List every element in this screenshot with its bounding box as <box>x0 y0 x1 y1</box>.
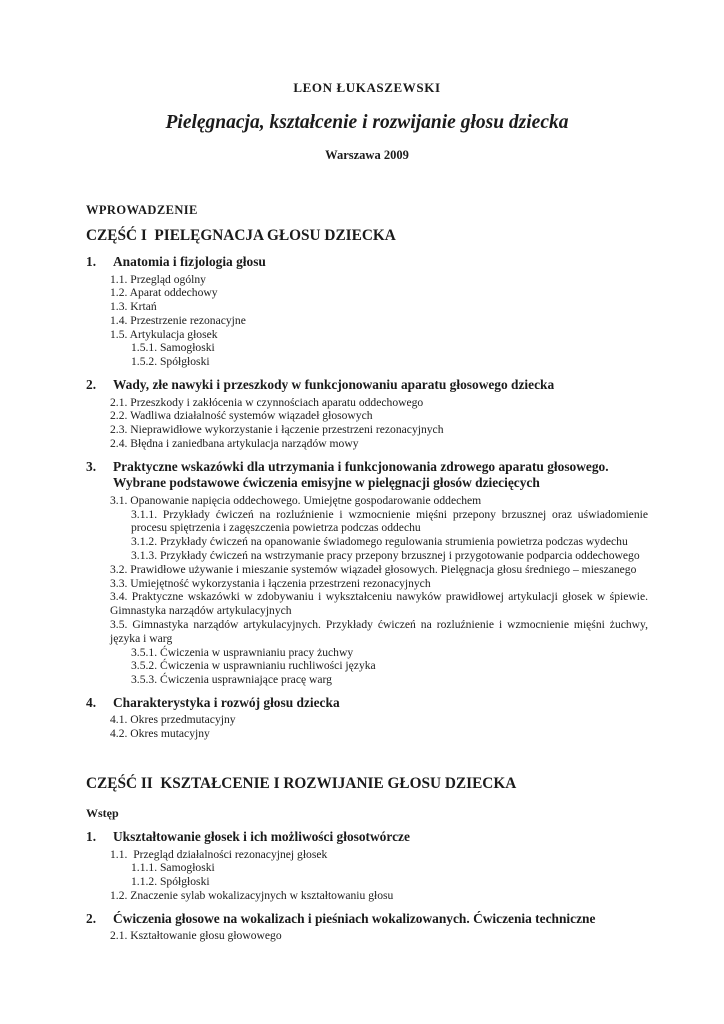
toc-item: 3.5.3. Ćwiczenia usprawniające pracę warg <box>131 673 332 687</box>
toc-item: 3.4. Praktyczne wskazówki w zdobywaniu i wykształceniu nawyków prawidłowej artykulacji głosek w śpiewie. Gimnastyka narządów artykulacyjnych <box>110 590 651 618</box>
intro-heading: WPROWADZENIE <box>86 203 198 217</box>
toc-item: 3.1.1. Przykłady ćwiczeń na rozluźnienie i wzmocnienie mięśni przepony brzusznej oraz uświadomienie procesu spiętrzenia i zagęszczenia powietrza podczas oddechu <box>131 507 651 535</box>
section-title-text: Praktyczne wskazówki dla utrzymania i funkcjonowania zdrowego aparatu głosowego. <box>113 458 609 474</box>
section-title <box>86 911 648 928</box>
section-title <box>86 254 648 271</box>
section-number: 3. <box>86 458 97 474</box>
section-number: 2. <box>86 910 97 926</box>
toc-item: 1.4. Przestrzenie rezonacyjne <box>110 313 246 327</box>
author-name: LEON ŁUKASZEWSKI <box>293 80 441 95</box>
section-title <box>86 459 648 476</box>
section-items <box>86 493 651 687</box>
section-title-text: Charakterystyka i rozwój głosu dziecka <box>113 694 340 710</box>
section-number: 2. <box>86 377 97 393</box>
toc-section-p2-2 <box>86 911 648 943</box>
toc-item: 3.1. Opanowanie napięcia oddechowego. Umiejętne gospodarowanie oddechem <box>110 493 482 507</box>
toc-item: 4.2. Okres mutacyjny <box>110 727 210 741</box>
toc-section-1 <box>86 254 648 369</box>
toc-item: 3.5.2. Ćwiczenia w usprawnianiu ruchliwości języka <box>131 659 376 673</box>
section-items <box>86 396 648 451</box>
section-title-text: Ukształtowanie głosek i ich możliwości głosotwórcze <box>113 829 410 845</box>
toc-section-4 <box>86 695 648 741</box>
part2-intro-label: Wstęp <box>86 806 119 821</box>
toc-item: 2.1. Przeszkody i zakłócenia w czynnościach aparatu oddechowego <box>110 395 424 409</box>
section-title-text: Wady, złe nawyki i przeszkody w funkcjonowaniu aparatu głosowego dziecka <box>113 377 555 393</box>
section-number: 1. <box>86 829 97 845</box>
part1-heading: CZĘŚĆ I PIELĘGNACJA GŁOSU DZIECKA <box>86 227 396 244</box>
toc-item: 1.1. Przegląd działalności rezonacyjnej głosek <box>110 847 328 861</box>
toc-item: 1.3. Krtań <box>110 300 157 314</box>
toc-item: 3.1.3. Przykłady ćwiczeń na wstrzymanie pracy przepony brzusznej i przygotowanie podparcia oddechowego <box>131 548 640 562</box>
toc-item: 1.1.2. Spółgłoski <box>131 875 210 889</box>
section-title <box>86 829 648 846</box>
toc-item: 1.1. Przegląd ogólny <box>110 272 206 286</box>
toc-item: 3.3. Umiejętność wykorzystania i łączenia przestrzeni rezonacyjnych <box>110 576 431 590</box>
section-items <box>86 929 648 943</box>
toc-item: 1.5. Artykulacja głosek <box>110 327 218 341</box>
toc-item: 3.5.1. Ćwiczenia w usprawnianiu pracy żuchwy <box>131 645 354 659</box>
toc-item: 2.2. Wadliwa działalność systemów wiązadeł głosowych <box>110 409 373 423</box>
section-items <box>86 273 648 370</box>
section-title-text: Anatomia i fizjologia głosu <box>113 254 266 269</box>
toc-section-2 <box>86 377 648 451</box>
toc-item: 3.2. Prawidłowe używanie i mieszanie systemów wiązadeł głosowych. Pielęgnacja głosu średniego – mieszanego <box>110 562 637 576</box>
section-title-text: Ćwiczenia głosowe na wokalizach i pieśniach wokalizowanych. Ćwiczenia techniczne <box>113 910 596 926</box>
book-title: Pielęgnacja, kształcenie i rozwijanie głosu dziecka <box>165 112 569 133</box>
toc-item: 1.5.1. Samogłoski <box>131 341 215 355</box>
section-subtitle: Wybrane podstawowe ćwiczenia emisyjne w pielęgnacji głosów dziecięcych <box>113 475 540 491</box>
imprint-line: Warszawa 2009 <box>325 148 409 162</box>
section-title <box>86 695 648 712</box>
section-items <box>86 713 648 741</box>
toc-item: 3.5. Gimnastyka narządów artykulacyjnych. Przykłady ćwiczeń na rozluźnienie i wzmocnienie mięśni żuchwy, języka i warg <box>110 617 651 645</box>
part2-heading: CZĘŚĆ II KSZTAŁCENIE I ROZWIJANIE GŁOSU DZIECKA <box>86 775 517 793</box>
section-number: 1. <box>86 254 97 269</box>
toc-section-p2-1 <box>86 829 648 903</box>
section-title <box>86 377 648 394</box>
toc-item: 1.1.1. Samogłoski <box>131 861 215 875</box>
toc-item: 4.1. Okres przedmutacyjny <box>110 713 236 727</box>
toc-item: 2.3. Nieprawidłowe wykorzystanie i łączenie przestrzeni rezonacyjnych <box>110 423 444 437</box>
toc-item: 1.5.2. Spółgłoski <box>131 355 210 369</box>
toc-item: 2.4. Błędna i zaniedbana artykulacja narządów mowy <box>110 436 359 450</box>
toc-item: 1.2. Aparat oddechowy <box>110 286 218 300</box>
toc-item: 2.1. Kształtowanie głosu głowowego <box>110 929 282 943</box>
toc-item: 1.2. Znaczenie sylab wokalizacyjnych w kształtowaniu głosu <box>110 888 394 902</box>
section-number: 4. <box>86 694 97 710</box>
toc-item: 3.1.2. Przykłady ćwiczeń na opanowanie świadomego regulowania strumienia powietrza podczas wydechu <box>131 535 628 549</box>
toc-section-3 <box>86 458 651 687</box>
section-items <box>86 848 648 903</box>
